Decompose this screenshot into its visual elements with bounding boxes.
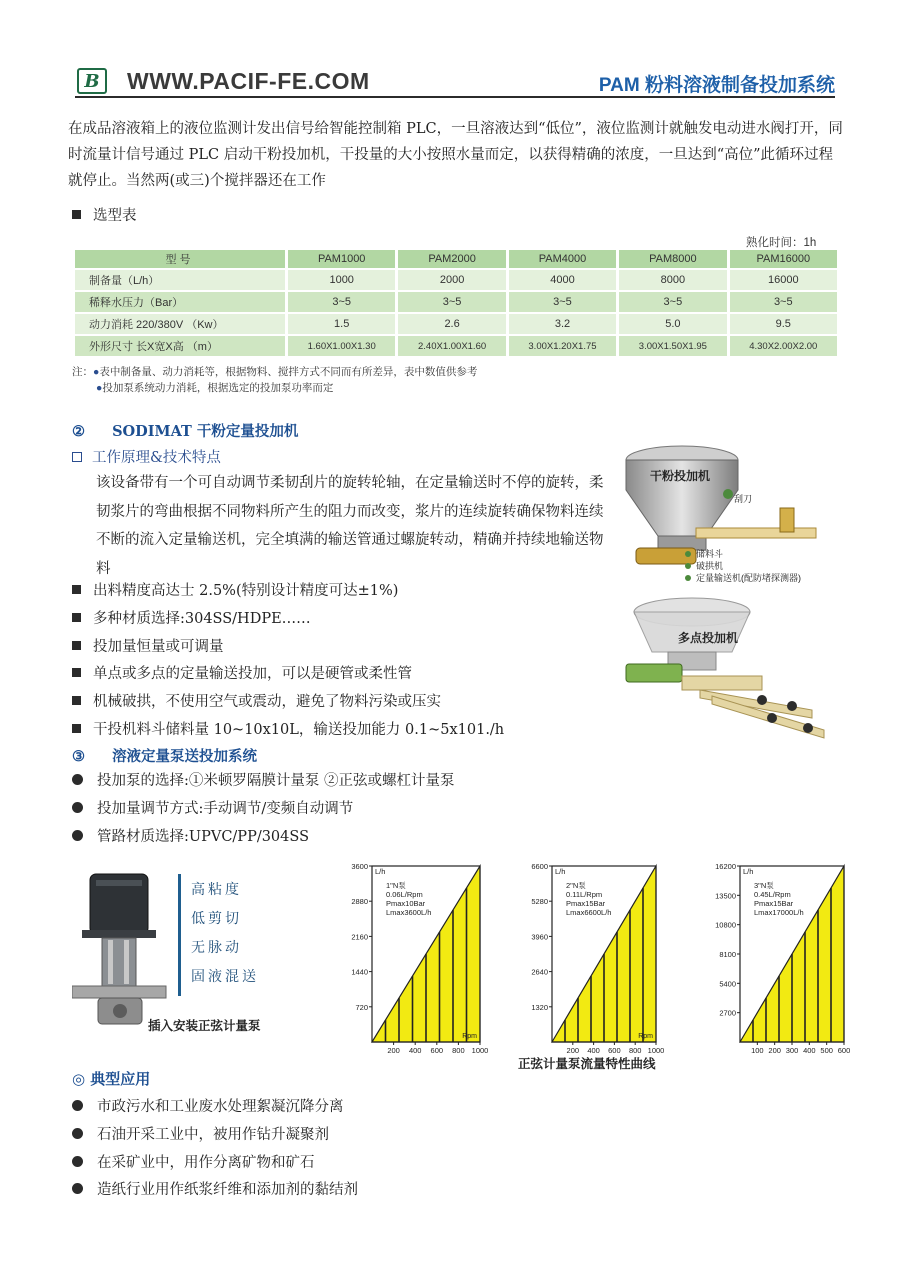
square-bullet-icon — [72, 696, 81, 705]
section-3-title: ③ 溶液定量泵送投加系统 — [72, 748, 258, 765]
table-header-cell: PAM16000 — [730, 250, 837, 268]
selection-table — [72, 248, 840, 358]
table-header-cell: PAM4000 — [509, 250, 616, 268]
list-item: 管路材质选择:UPVC/PP/304SS — [72, 821, 455, 849]
chart-y-axis-label: L/h — [555, 867, 566, 876]
table-cell: 1000 — [288, 270, 395, 290]
table-cell: 动力消耗 220/380V （Kw） — [75, 314, 285, 334]
table-cell: 3~5 — [619, 292, 726, 312]
chart-x-tick-label: 500 — [820, 1046, 833, 1055]
table-header-row — [75, 250, 837, 268]
chart-caption: 正弦计量泵流量特性曲线 — [518, 1057, 656, 1071]
chart-x-tick-label: 800 — [628, 1046, 642, 1055]
table-cell: 3~5 — [398, 292, 505, 312]
page-header — [75, 64, 835, 98]
round-bullet-icon — [72, 1128, 83, 1139]
aging-time: 熟化时间：1h — [746, 237, 817, 249]
bullet-dot-icon: ● — [96, 382, 103, 394]
round-bullet-icon — [72, 802, 83, 813]
legend-item: 定量输送机(配防堵探测器) — [696, 573, 801, 583]
chart-y-tick-label: 16200 — [715, 862, 736, 871]
chart-y-tick-label: 5400 — [719, 979, 736, 989]
section-2-subtitle: 工作原理&技术特点 — [72, 446, 221, 467]
chart-annotation: 0.06L/Rpm — [386, 890, 423, 899]
table-cell: 外形尺寸 长X宽X高 （m） — [75, 336, 285, 356]
chart-y-tick-label: 13500 — [715, 891, 736, 901]
square-bullet-icon — [72, 613, 81, 622]
legend-dot-icon — [685, 575, 691, 581]
chart-y-tick-label: 5280 — [531, 897, 548, 907]
table-header-cell: 型 号 — [75, 250, 285, 268]
machine-title: 多点投加机 — [678, 631, 739, 645]
table-header-cell: PAM2000 — [398, 250, 505, 268]
table-cell: 9.5 — [730, 314, 837, 334]
table-cell: 3~5 — [509, 292, 616, 312]
pump-caption: 插入安装正弦计量泵 — [148, 1019, 261, 1033]
table-cell: 8000 — [619, 270, 726, 290]
page-title: PAM 粉料溶液制备投加系统 — [598, 75, 835, 96]
round-bullet-icon — [72, 1183, 83, 1194]
chart-y-tick-label: 3600 — [351, 862, 368, 871]
website-url[interactable]: WWW.PACIF-FE.COM — [127, 68, 370, 94]
legend-dot-icon — [685, 551, 691, 557]
round-bullet-icon — [72, 774, 83, 785]
chart-x-tick-label: 1000 — [647, 1046, 665, 1055]
table-cell: 3~5 — [730, 292, 837, 312]
table-header-cell: PAM1000 — [288, 250, 395, 268]
pump-feature: 无脉动 — [191, 938, 242, 955]
chart-y-axis-label: L/h — [743, 867, 754, 876]
table-cell: 2.40X1.00X1.60 — [398, 336, 505, 356]
chart-x-tick-label: 400 — [587, 1046, 600, 1055]
section-2-title: ② SODIMAT 干粉定量投加机 — [72, 423, 299, 440]
table-cell: 2.6 — [398, 314, 505, 334]
chart-x-tick-label: 400 — [803, 1046, 816, 1055]
chart-x-tick-label: 1000 — [471, 1046, 489, 1055]
hollow-square-icon — [72, 452, 82, 462]
chart-annotation: Lmax6600L/h — [566, 908, 612, 917]
table-cell: 3.00X1.50X1.95 — [619, 336, 726, 356]
list-item: 市政污水和工业废水处理絮凝沉降分离 — [72, 1092, 358, 1120]
chart-x-tick-label: 100 — [751, 1046, 764, 1055]
company-logo: B — [77, 68, 107, 94]
chart-annotation: Pmax15Bar — [566, 899, 606, 908]
chart-annotation: 0.11L/Rpm — [566, 890, 603, 899]
chart-x-tick-label: 600 — [608, 1046, 621, 1055]
table-cell: 3.2 — [509, 314, 616, 334]
pump-feature: 低剪切 — [191, 909, 242, 926]
table-row — [75, 336, 837, 356]
list-item: 单点或多点的定量输送投加，可以是硬管或柔性管 — [72, 659, 504, 687]
table-cell: 4.30X2.00X2.00 — [730, 336, 837, 356]
table-cell: 1.60X1.00X1.30 — [288, 336, 395, 356]
chart-x-tick-label: 200 — [566, 1046, 580, 1055]
chart-x-tick-label: 200 — [387, 1046, 400, 1055]
list-item: 在采矿业中，用作分离矿物和矿石 — [72, 1147, 358, 1175]
chart-y-tick-label: 8100 — [719, 950, 736, 959]
list-item: 机械破拱，不使用空气或震动，避免了物料污染或压实 — [72, 687, 504, 715]
table-cell: 5.0 — [619, 314, 726, 334]
list-item: 造纸行业用作纸浆纤维和添加剂的黏结剂 — [72, 1175, 358, 1203]
chart-y-tick-label: 6600 — [531, 862, 548, 871]
table-row — [75, 292, 837, 312]
chart-y-tick-label: 1320 — [531, 1002, 548, 1012]
chart-y-tick-label: 2640 — [531, 967, 548, 977]
table-cell: 3~5 — [288, 292, 395, 312]
section-2-paragraph: 该设备带有一个可自动调节柔韧刮片的旋转轮轴，在定量输送时不停的旋转，柔韧浆片的弯曲根据不同物料所产生的阻力而改变，浆片的连续旋转确保物料连续不断的流入定量输送机，完全填满的输送管通过螺旋转动，精确并持续地输送物料 — [96, 475, 604, 577]
list-item: 干投机料斗储料量 10~10x10L，输送投加能力 0.1~5x101./h — [72, 714, 504, 742]
chart-x-tick-label: 600 — [430, 1046, 444, 1055]
pump-panel — [72, 858, 332, 1038]
legend-item: 储料斗 — [696, 549, 724, 559]
chart-annotation: 1"N泵 — [386, 881, 406, 890]
square-bullet-icon — [72, 210, 81, 219]
round-bullet-icon — [72, 830, 83, 841]
sine-pump-icon — [72, 868, 176, 1028]
chart-annotation: Lmax3600L/h — [386, 908, 432, 917]
table-cell: 3.00X1.20X1.75 — [509, 336, 616, 356]
chart-annotation: 0.45L/Rpm — [754, 890, 791, 899]
chart-y-tick-label: 2880 — [351, 897, 368, 907]
chart-annotation: 2"N泵 — [566, 881, 586, 890]
applications-list — [72, 1092, 358, 1203]
legend-dot-icon — [685, 563, 691, 569]
table-cell: 16000 — [730, 270, 837, 290]
round-bullet-icon — [72, 1100, 83, 1111]
machine-title: 干粉投加机 — [650, 469, 711, 483]
applications-title: ◎ 典型应用 — [72, 1070, 151, 1088]
list-item: 投加泵的选择:①米顿罗隔膜计量泵 ②正弦或螺杠计量泵 — [72, 766, 455, 794]
round-bullet-icon — [72, 1156, 83, 1167]
multi-point-feeder-illustration — [612, 590, 842, 750]
cutter-label: 刮刀 — [734, 494, 753, 504]
table-cell: 稀释水压力（Bar） — [75, 292, 285, 312]
chart-annotation: 3"N泵 — [754, 881, 774, 890]
chart-y-axis-label: L/h — [375, 867, 386, 876]
table-cell: 1.5 — [288, 314, 395, 334]
chart-x-tick-label: 300 — [785, 1046, 799, 1055]
square-bullet-icon — [72, 585, 81, 594]
list-item: 石油开采工业中，被用作钻升凝聚剂 — [72, 1120, 358, 1148]
chart-y-tick-label: 2160 — [351, 932, 368, 942]
list-item: 多种材质选择:304SS/HDPE…… — [72, 604, 504, 632]
chart-x-axis-label: Rpm — [638, 1033, 653, 1040]
chart-y-tick-label: 720 — [355, 1002, 368, 1012]
chart-y-tick-label: 2700 — [719, 1008, 736, 1018]
table-cell: 制备量（L/h） — [75, 270, 285, 290]
legend-item: 破拱机 — [696, 561, 724, 571]
pump-features — [178, 874, 260, 996]
chart-y-tick-label: 10800 — [715, 920, 736, 930]
intro-paragraph: 在成品溶液箱上的液位监测计发出信号给智能控制箱 PLC，一旦溶液达到“低位”，液位监测计就触发电动进水阀打开，同时流量计信号通过 PLC 启动干粉投加机，干投量的大小按照水量而定，以获得精确的浓度，一旦达到“高位”此循环过程就停止。当然两(或三)个搅拌器还在工作 — [68, 121, 843, 189]
chart-x-tick-label: 200 — [768, 1046, 781, 1055]
table-row — [75, 314, 837, 334]
list-item: 投加量调节方式:手动调节/变频自动调节 — [72, 794, 455, 822]
table-note: 注：●表中制备量、动力消耗等，根据物料、搅拌方式不同而有所差异，表中数值供参考 — [72, 366, 478, 378]
chart-annotation: Lmax17000L/h — [754, 908, 804, 917]
list-item: 投加量恒量或可调量 — [72, 631, 504, 659]
chart-x-axis-label: Rpm — [462, 1033, 477, 1040]
section-2-bullets — [72, 576, 504, 742]
square-bullet-icon — [72, 641, 81, 650]
square-bullet-icon — [72, 668, 81, 677]
square-bullet-icon — [72, 724, 81, 733]
table-note: ●投加泵系统动力消耗，根据选定的投加泵功率而定 — [96, 382, 334, 394]
chart-y-tick-label: 1440 — [351, 967, 368, 977]
selection-heading: 选型表 — [72, 204, 137, 225]
table-cell: 2000 — [398, 270, 505, 290]
list-item: 出料精度高达士 2.5%(特别设计精度可达±1%) — [72, 576, 504, 604]
bullet-dot-icon: ● — [93, 366, 100, 378]
table-cell: 4000 — [509, 270, 616, 290]
table-notes — [72, 364, 477, 396]
flow-charts — [340, 856, 860, 1071]
section-3-bullets — [72, 766, 455, 849]
chart-x-tick-label: 400 — [408, 1046, 422, 1055]
table-row — [75, 270, 837, 290]
chart-x-tick-label: 600 — [837, 1046, 851, 1055]
chart-x-tick-label: 800 — [452, 1046, 465, 1055]
table-header-cell: PAM8000 — [619, 250, 726, 268]
chart-annotation: Pmax10Bar — [386, 899, 426, 908]
dry-feeder-illustration — [612, 436, 842, 596]
pump-feature: 固液混送 — [191, 967, 259, 984]
chart-annotation: Pmax15Bar — [754, 899, 794, 908]
pump-feature: 高粘度 — [191, 880, 242, 897]
chart-y-tick-label: 3960 — [531, 932, 548, 942]
